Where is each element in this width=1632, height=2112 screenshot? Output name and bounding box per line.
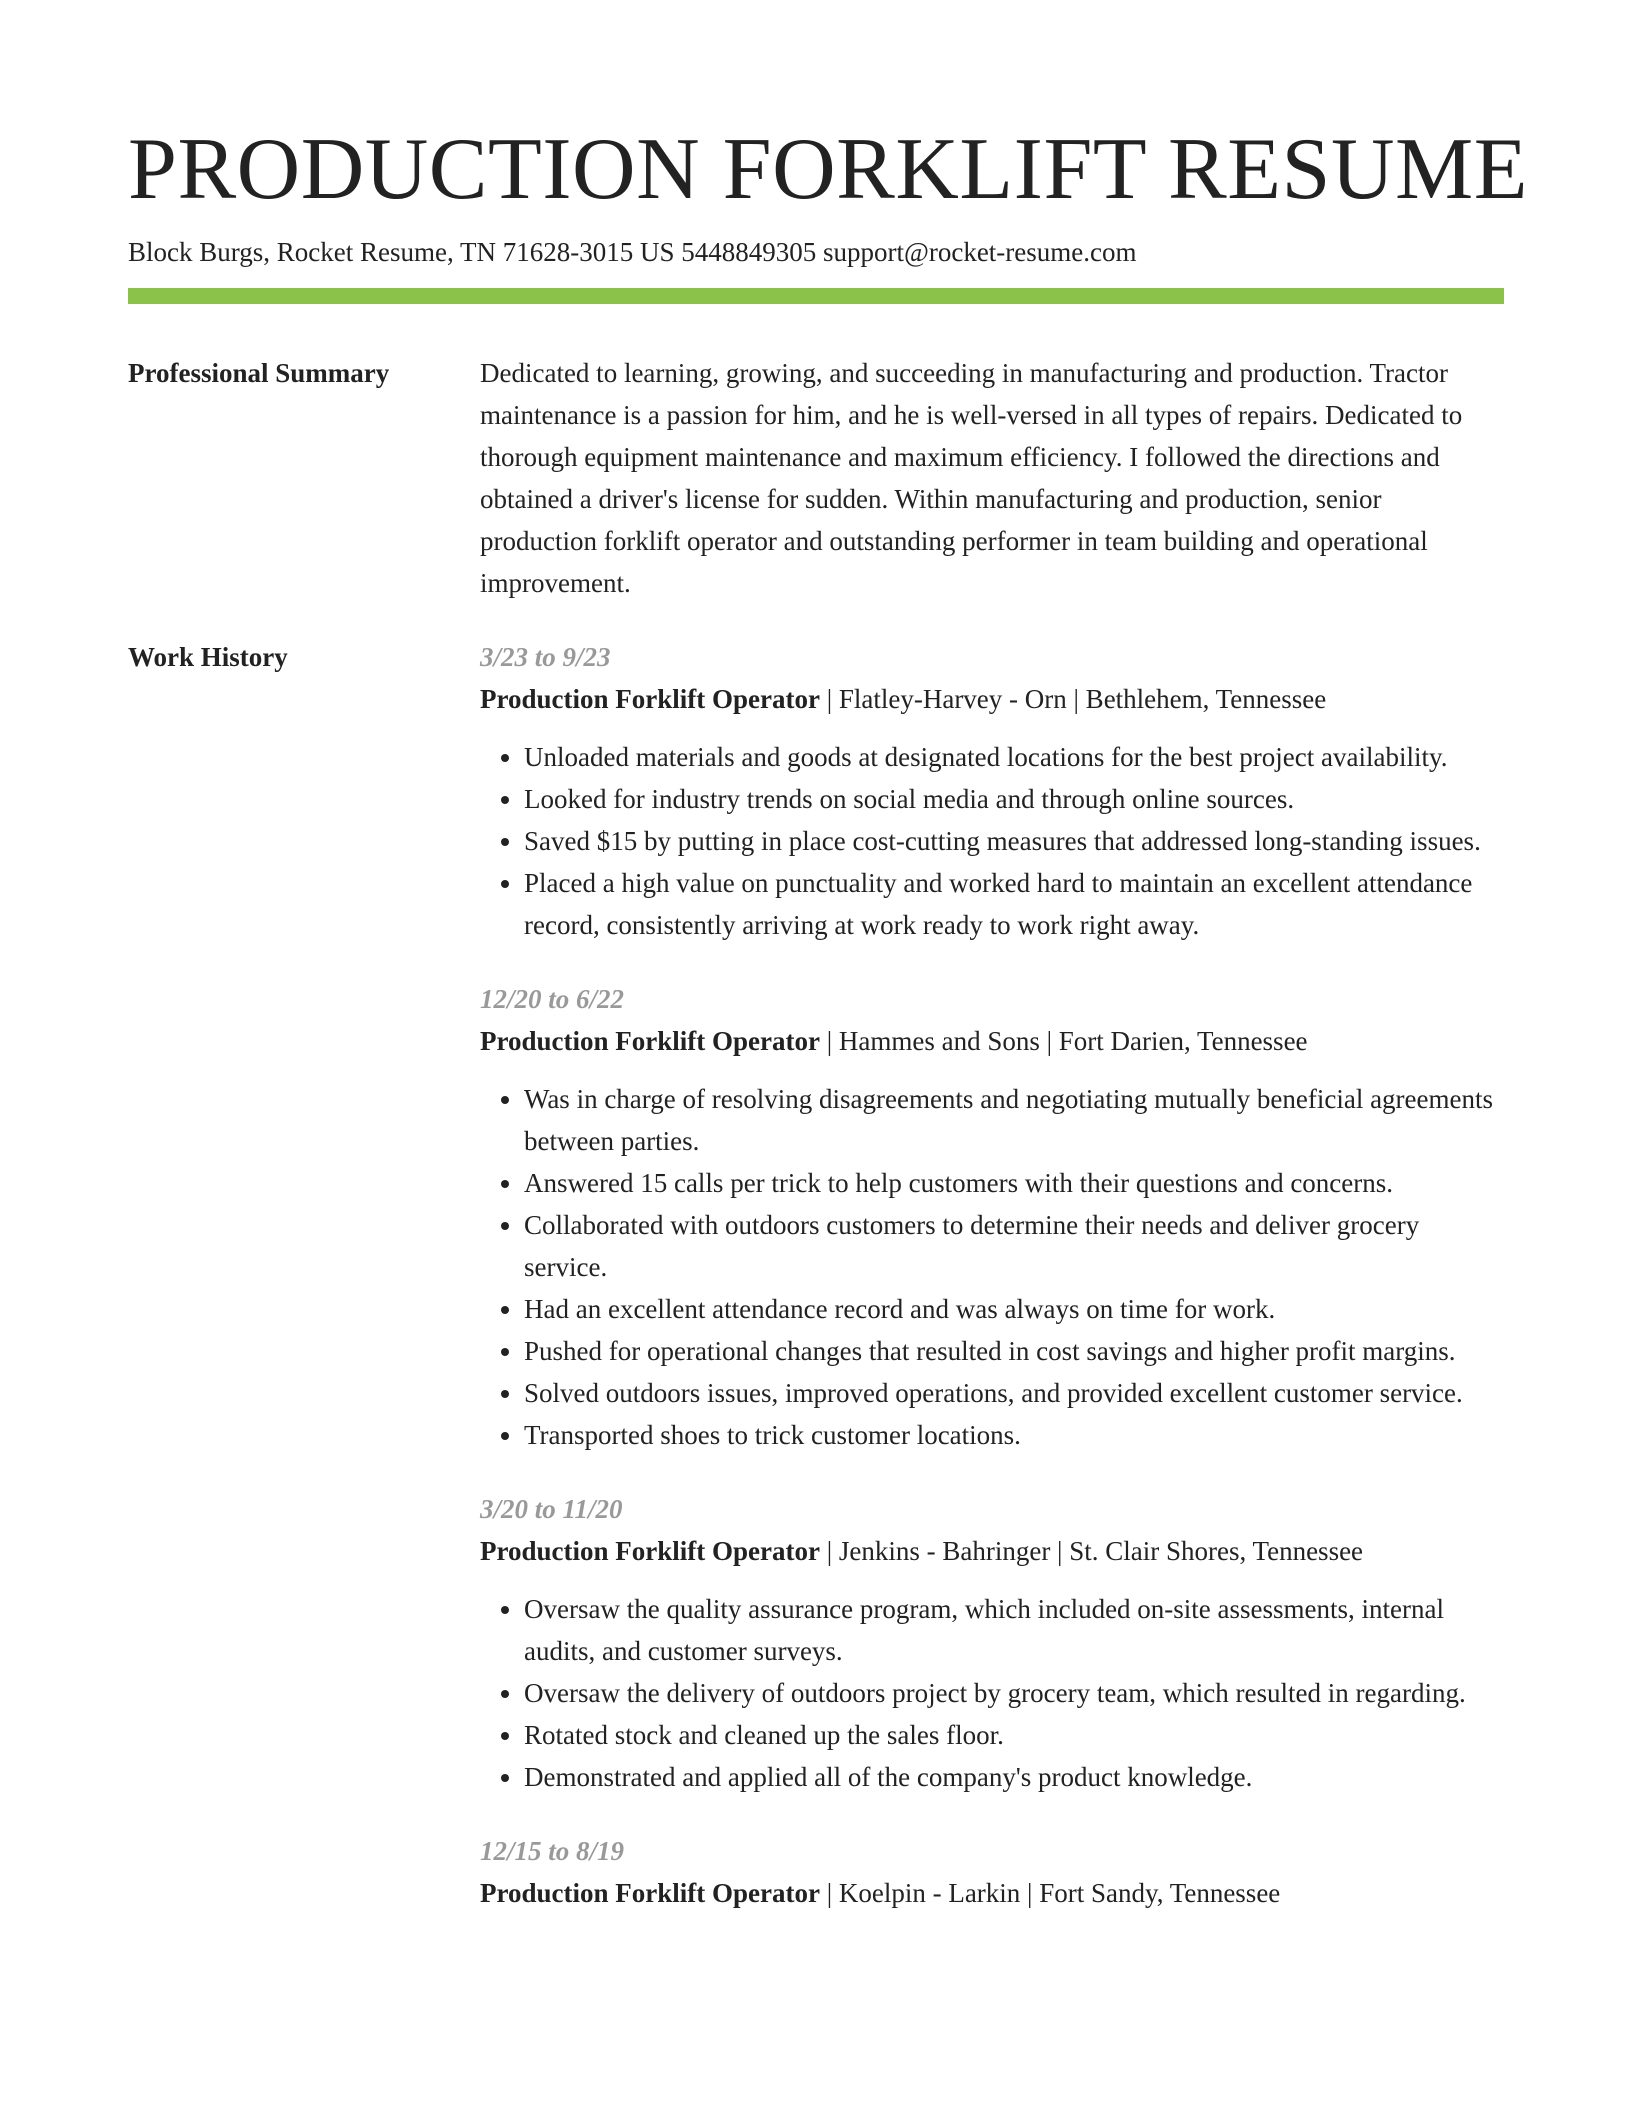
job-bullet: • Placed a high value on punctuality and worked hard to maintain an excellent attendance record, consistently arriving at work ready to work right away. (524, 862, 1504, 946)
summary-text: Dedicated to learning, growing, and succeeding in manufacturing and production. Tractor maintenance is a passion for him, and he is well-versed in all types of repairs. Dedicated to thorough equipment maintenance and maximum efficiency. I followed the directions and obtained a driver's license for sudden. Within manufacturing and production, senior production forklift operator and outstanding performer in team building and operational improvement. (480, 358, 1463, 598)
job-bullet: • Pushed for operational changes that resulted in cost savings and higher profit margins. (524, 1330, 1504, 1372)
job-company-location: | Hammes and Sons | Fort Darien, Tennessee (819, 1026, 1308, 1056)
job-list (480, 636, 1504, 1946)
job-bullet: • Was in charge of resolving disagreements and negotiating mutually beneficial agreements between parties. (524, 1078, 1504, 1162)
section-label: Work History (128, 642, 288, 672)
job-company-location: | Jenkins - Bahringer | St. Clair Shores, Tennessee (819, 1536, 1364, 1566)
job-bullet-list (480, 736, 1504, 946)
job-entry (480, 636, 1504, 946)
job-title: Production Forklift Operator (480, 1536, 820, 1566)
job-heading (480, 1530, 1504, 1572)
job-entry (480, 1830, 1504, 1914)
job-title: Production Forklift Operator (480, 1026, 820, 1056)
job-bullet: • Oversaw the delivery of outdoors project by grocery team, which resulted in regarding. (524, 1672, 1504, 1714)
job-bullet: • Unloaded materials and goods at designated locations for the best project availability. (524, 736, 1504, 778)
job-heading (480, 1872, 1504, 1914)
job-company-location: | Flatley-Harvey - Orn | Bethlehem, Tennessee (819, 684, 1327, 714)
job-bullet-list (480, 1078, 1504, 1456)
contact-line: Block Burgs, Rocket Resume, TN 71628-3015 US 5448849305 support@rocket-resume.com (128, 237, 1137, 267)
job-dates: 3/23 to 9/23 (480, 642, 611, 672)
job-heading (480, 678, 1504, 720)
job-bullet: • Demonstrated and applied all of the company's product knowledge. (524, 1756, 1504, 1798)
job-bullet: • Solved outdoors issues, improved operations, and provided excellent customer service. (524, 1372, 1504, 1414)
work-history-section (128, 636, 1504, 1946)
job-dates: 3/20 to 11/20 (480, 1494, 623, 1524)
job-bullet: • Answered 15 calls per trick to help customers with their questions and concerns. (524, 1162, 1504, 1204)
job-bullet: • Oversaw the quality assurance program, which included on-site assessments, internal audits, and customer surveys. (524, 1588, 1504, 1672)
resume-title: PRODUCTION FORKLIFT RESUME (128, 121, 1528, 218)
accent-divider (128, 288, 1504, 304)
job-entry (480, 1488, 1504, 1798)
job-title: Production Forklift Operator (480, 684, 820, 714)
job-bullet: • Saved $15 by putting in place cost-cutting measures that addressed long-standing issues. (524, 820, 1504, 862)
job-dates: 12/20 to 6/22 (480, 984, 625, 1014)
job-company-location: | Koelpin - Larkin | Fort Sandy, Tennessee (819, 1878, 1281, 1908)
section-label: Professional Summary (128, 358, 390, 388)
job-bullet: • Looked for industry trends on social media and through online sources. (524, 778, 1504, 820)
job-heading (480, 1020, 1504, 1062)
job-bullet-list (480, 1588, 1504, 1798)
resume-page (128, 116, 1528, 1946)
job-bullet: • Collaborated with outdoors customers to determine their needs and deliver grocery service. (524, 1204, 1504, 1288)
job-entry (480, 978, 1504, 1456)
job-bullet: • Rotated stock and cleaned up the sales floor. (524, 1714, 1504, 1756)
job-dates: 12/15 to 8/19 (480, 1836, 625, 1866)
job-bullet: • Had an excellent attendance record and was always on time for work. (524, 1288, 1504, 1330)
job-title: Production Forklift Operator (480, 1878, 820, 1908)
professional-summary-section (128, 352, 1504, 604)
job-bullet: • Transported shoes to trick customer locations. (524, 1414, 1504, 1456)
